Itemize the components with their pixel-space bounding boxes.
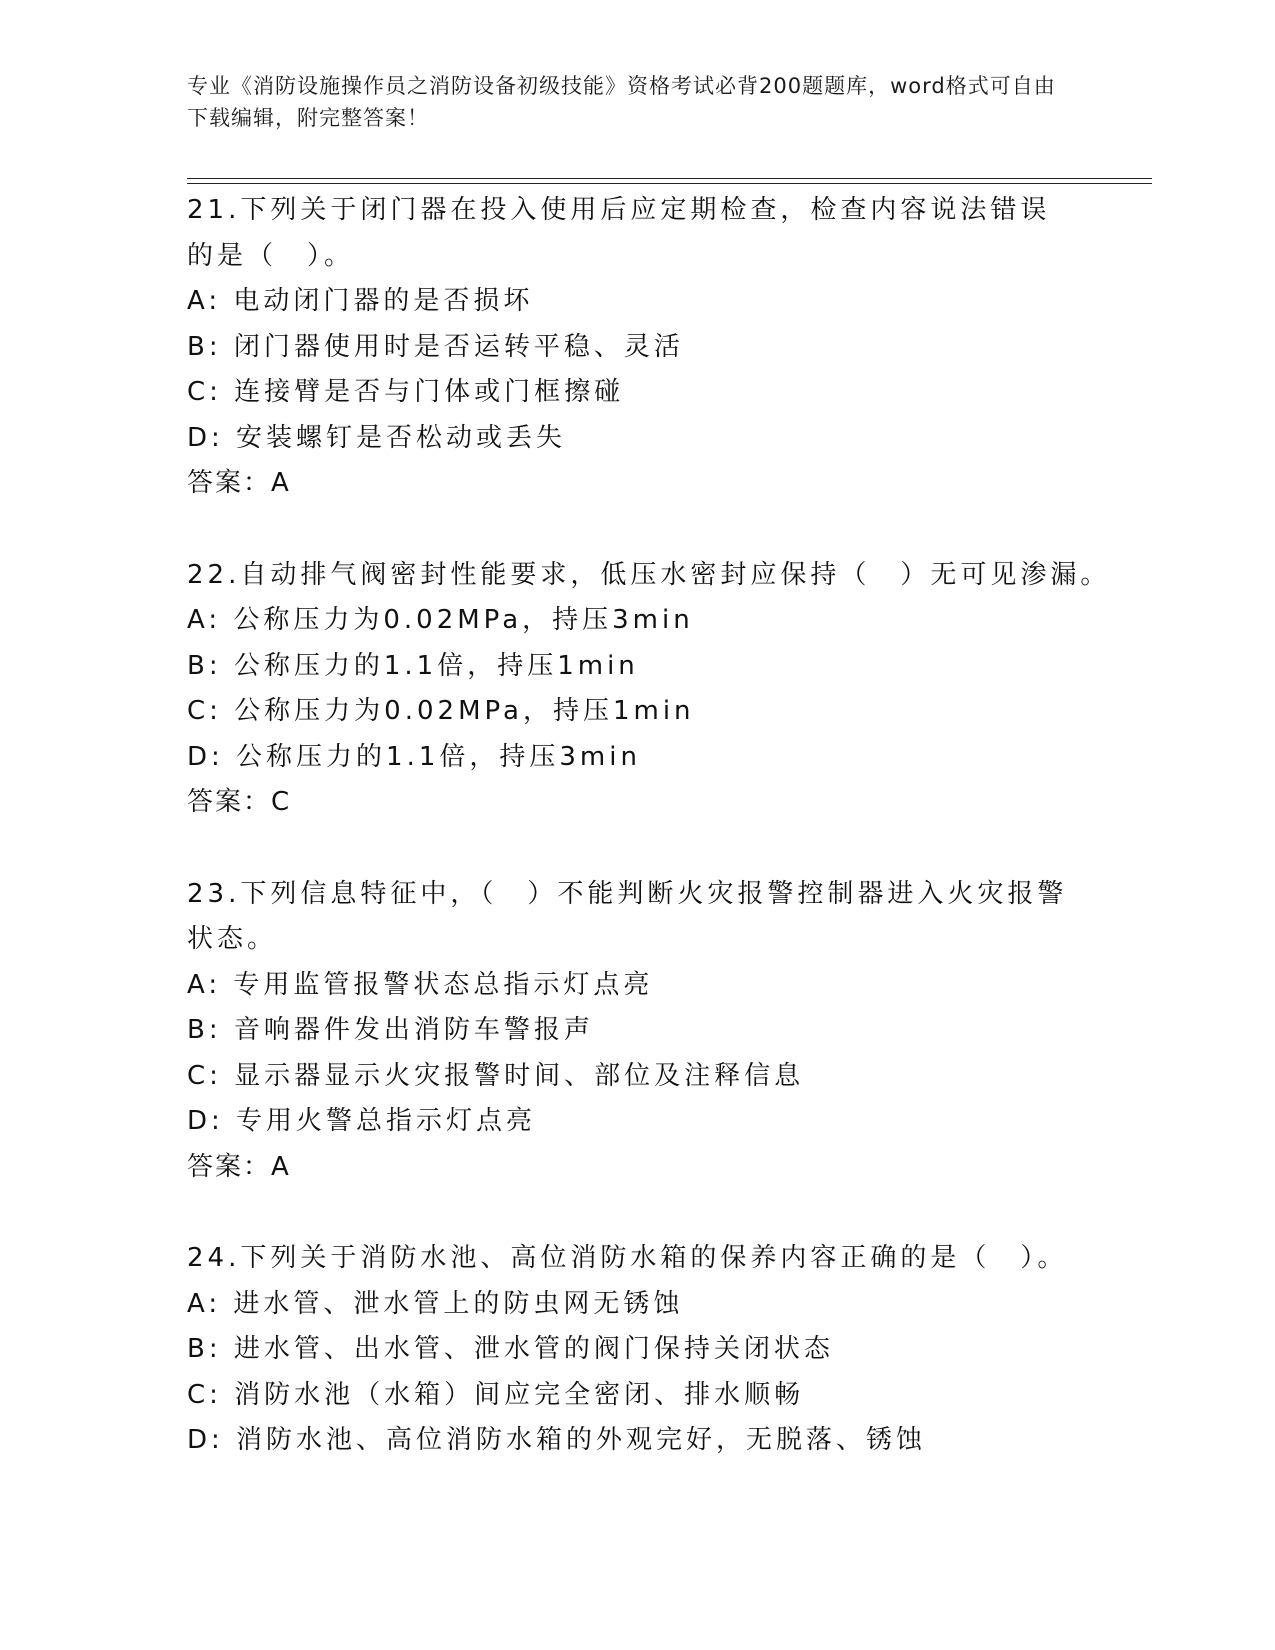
question-stem: 24.下列关于消防水池、高位消防水箱的保养内容正确的是（ ）。 — [187, 1243, 1068, 1273]
option-c: C: 消防水池（水箱）间应完全密闭、排水顺畅 — [187, 1379, 805, 1410]
option-b: B: 进水管、出水管、泄水管的阀门保持关闭状态 — [187, 1334, 834, 1364]
option-d: D: 安装螺钉是否松动或丢失 — [187, 422, 567, 453]
header-text: 专业《消防设施操作员之消防设备初级技能》资格考试必背200题题库，word格式可自由下载编辑，附完整答案！ — [187, 74, 1056, 130]
header-rule-top — [187, 178, 1152, 179]
option-b: B: 闭门器使用时是否运转平稳、灵活 — [187, 331, 684, 362]
option-a: A: 进水管、泄水管上的防虫网无锈蚀 — [187, 1288, 684, 1319]
question-stem: 22.自动排气阀密封性能要求，低压水密封应保持（ ）无可见渗漏。 — [187, 559, 1111, 590]
option-c: C: 公称压力为0.02MPa，持压1min — [187, 696, 695, 726]
option-b: B: 公称压力的1.1倍，持压1min — [187, 650, 639, 681]
answer: 答案：C — [187, 787, 292, 817]
answer: 答案：A — [187, 1151, 291, 1182]
document-header — [187, 70, 1067, 134]
option-d: D: 专用火警总指示灯点亮 — [187, 1106, 537, 1136]
question-23 — [187, 872, 1077, 1191]
option-a: A: 专用监管报警状态总指示灯点亮 — [187, 969, 654, 1000]
option-d: D: 公称压力的1.1倍，持压3min — [187, 741, 641, 772]
question-21 — [187, 188, 1077, 507]
option-a: A: 公称压力为0.02MPa，持压3min — [187, 605, 694, 635]
option-d: D: 消防水池、高位消防水箱的外观完好，无脱落、锈蚀 — [187, 1425, 927, 1455]
option-a: A: 电动闭门器的是否损坏 — [187, 286, 534, 316]
question-list — [187, 188, 1111, 1464]
question-24 — [187, 1236, 1077, 1464]
answer: 答案：A — [187, 468, 291, 498]
option-c: C: 连接臂是否与门体或门框擦碰 — [187, 377, 625, 407]
question-22 — [187, 553, 1111, 826]
header-rule-bottom — [187, 183, 1152, 184]
question-stem: 21.下列关于闭门器在投入使用后应定期检查，检查内容说法错误的是（ ）。 — [187, 195, 1051, 271]
question-stem: 23.下列信息特征中，（ ）不能判断火灾报警控制器进入火灾报警状态。 — [187, 878, 1068, 954]
option-b: B: 音响器件发出消防车警报声 — [187, 1015, 594, 1045]
option-c: C: 显示器显示火灾报警时间、部位及注释信息 — [187, 1060, 805, 1091]
